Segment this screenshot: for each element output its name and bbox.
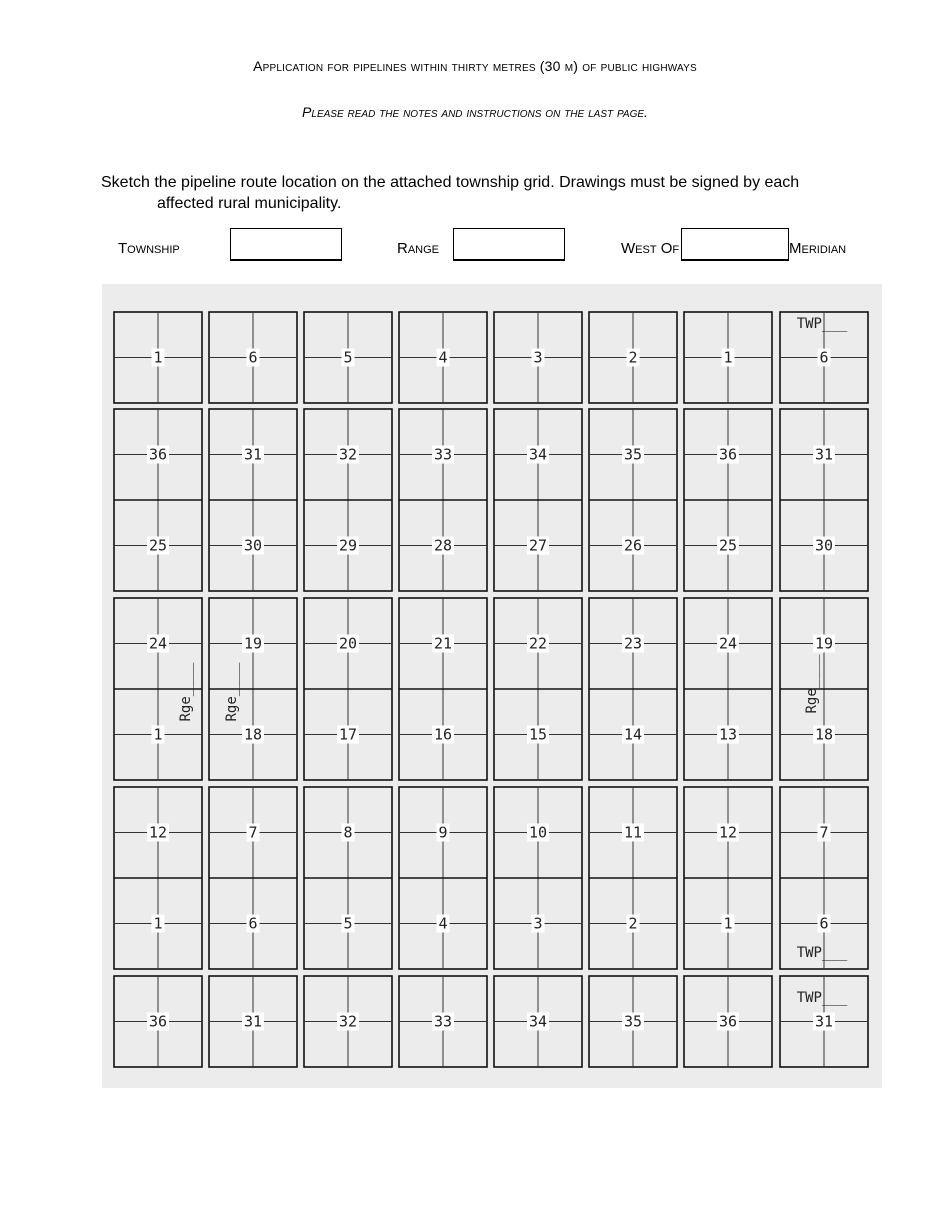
section-number: 17 <box>338 725 358 744</box>
section-number: 31 <box>814 445 834 464</box>
section-number: 1 <box>723 914 733 933</box>
section-number: 2 <box>628 914 638 933</box>
rge-label-right: Rge____ <box>804 654 820 714</box>
section-number: 1 <box>723 348 733 367</box>
section-number: 30 <box>243 536 263 555</box>
section-number: 1 <box>153 914 163 933</box>
section-number: 28 <box>433 536 453 555</box>
section-number: 6 <box>248 914 258 933</box>
section-number: 4 <box>438 914 448 933</box>
section-number: 27 <box>528 536 548 555</box>
west-of-label: West Of <box>621 240 680 257</box>
township-label: Township <box>118 240 180 257</box>
twp-label-bottom: TWP___ <box>796 945 848 961</box>
section-number: 15 <box>528 725 548 744</box>
section-number: 35 <box>623 1012 643 1031</box>
meridian-label: Meridian <box>789 240 847 257</box>
range-label: Range <box>397 240 440 257</box>
section-number: 6 <box>819 348 829 367</box>
section-number: 20 <box>338 634 358 653</box>
section-number: 21 <box>433 634 453 653</box>
instructions-line-1: Sketch the pipeline route location on the attached township grid. Drawings must be signed by each <box>101 174 800 191</box>
section-number: 36 <box>718 1012 738 1031</box>
section-number: 23 <box>623 634 643 653</box>
section-number: 32 <box>338 445 358 464</box>
section-number: 25 <box>718 536 738 555</box>
section-number: 24 <box>718 634 738 653</box>
section-number: 36 <box>718 445 738 464</box>
section-number: 14 <box>623 725 643 744</box>
section-number: 11 <box>623 823 643 842</box>
section-number: 12 <box>718 823 738 842</box>
rge-label-second: Rge____ <box>224 662 240 722</box>
section-number: 16 <box>433 725 453 744</box>
section-number: 3 <box>533 348 543 367</box>
section-number: 7 <box>248 823 258 842</box>
section-number: 32 <box>338 1012 358 1031</box>
section-number: 8 <box>343 823 353 842</box>
section-number: 2 <box>628 348 638 367</box>
section-number: 18 <box>814 725 834 744</box>
twp-label-last: TWP___ <box>796 990 848 1006</box>
section-number: 30 <box>814 536 834 555</box>
section-number: 34 <box>528 1012 548 1031</box>
section-number: 9 <box>438 823 448 842</box>
section-number: 7 <box>819 823 829 842</box>
form-subtitle: Please read the notes and instructions on the last page. <box>302 104 648 120</box>
section-number: 34 <box>528 445 548 464</box>
twp-label-top: TWP___ <box>796 316 848 332</box>
section-number: 22 <box>528 634 548 653</box>
section-number: 4 <box>438 348 448 367</box>
section-number: 6 <box>248 348 258 367</box>
section-number: 36 <box>148 1012 168 1031</box>
section-number: 6 <box>819 914 829 933</box>
section-number: 10 <box>528 823 548 842</box>
section-number: 19 <box>814 634 834 653</box>
section-number: 25 <box>148 536 168 555</box>
section-number: 35 <box>623 445 643 464</box>
section-number: 36 <box>148 445 168 464</box>
section-number: 31 <box>814 1012 834 1031</box>
section-number: 31 <box>243 1012 263 1031</box>
section-number: 12 <box>148 823 168 842</box>
section-number: 5 <box>343 348 353 367</box>
instructions-line-2: affected rural municipality. <box>157 195 342 212</box>
form-title: Application for pipelines within thirty metres (30 m) of public highways <box>253 58 697 74</box>
section-number: 1 <box>153 725 163 744</box>
section-number: 31 <box>243 445 263 464</box>
section-number: 24 <box>148 634 168 653</box>
section-number: 26 <box>623 536 643 555</box>
section-number: 3 <box>533 914 543 933</box>
section-number: 13 <box>718 725 738 744</box>
rge-label-left: Rge____ <box>178 662 194 722</box>
section-number: 5 <box>343 914 353 933</box>
section-number: 29 <box>338 536 358 555</box>
section-number: 19 <box>243 634 263 653</box>
section-number: 33 <box>433 445 453 464</box>
section-number: 1 <box>153 348 163 367</box>
section-number: 33 <box>433 1012 453 1031</box>
section-number: 18 <box>243 725 263 744</box>
